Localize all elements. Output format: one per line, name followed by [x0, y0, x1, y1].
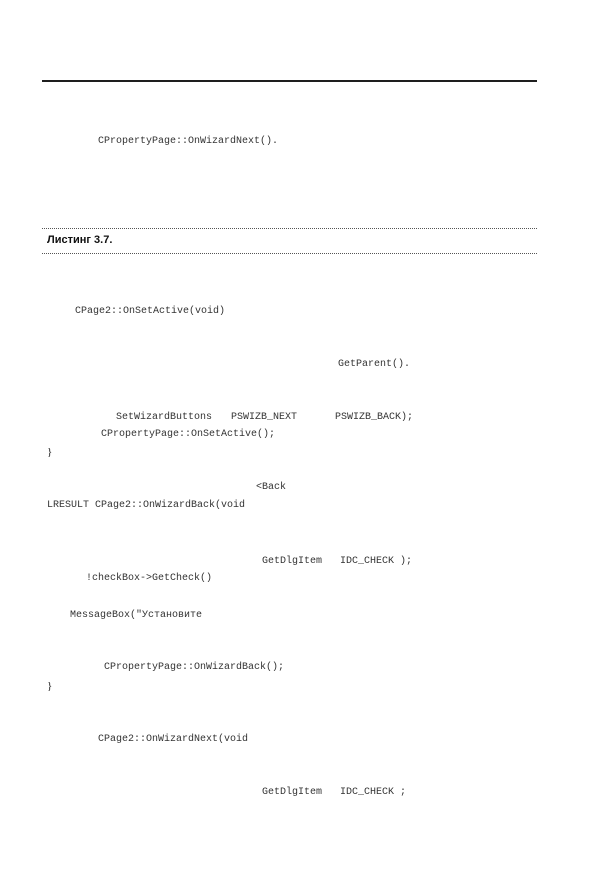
code-line-base-onsetactive: CPropertyPage::OnSetActive(); — [101, 429, 276, 440]
code-line-getdlgitem: GetDlgItem — [262, 556, 323, 567]
code-line-pswizb-back: PSWIZB_BACK); — [335, 412, 414, 423]
code-line-getparent: GetParent(). — [338, 359, 411, 370]
code-line-onsetactive-signature: CPage2::OnSetActive(void) — [75, 306, 226, 317]
code-line-base-onwizardback: CPropertyPage::OnWizardBack(); — [104, 662, 285, 673]
code-line-onwizardnext-signature: CPage2::OnWizardNext(void — [98, 734, 249, 745]
top-rule — [42, 80, 537, 82]
code-line-onwizardback-signature: LRESULT CPage2::OnWizardBack(void — [47, 500, 246, 511]
code-line-setwizardbuttons: SetWizardButtons — [116, 412, 213, 423]
closing-brace: } — [47, 446, 53, 458]
code-line-pswizb-next: PSWIZB_NEXT — [231, 412, 298, 423]
code-line-getcheck: !checkBox->GetCheck() — [86, 573, 213, 584]
code-line-idc-check: IDC_CHECK ); — [340, 556, 413, 567]
listing-title: Листинг 3.7. — [47, 234, 113, 246]
code-line-wizard-next-call: CPropertyPage::OnWizardNext(). — [98, 136, 279, 147]
code-line-idc-check-2: IDC_CHECK ; — [340, 787, 407, 798]
listing-header-box — [42, 228, 537, 254]
closing-brace-2: } — [47, 680, 53, 692]
code-line-getdlgitem-2: GetDlgItem — [262, 787, 323, 798]
code-line-back-label: <Back — [256, 482, 287, 493]
code-line-messagebox: MessageBox("Установите — [70, 610, 203, 621]
